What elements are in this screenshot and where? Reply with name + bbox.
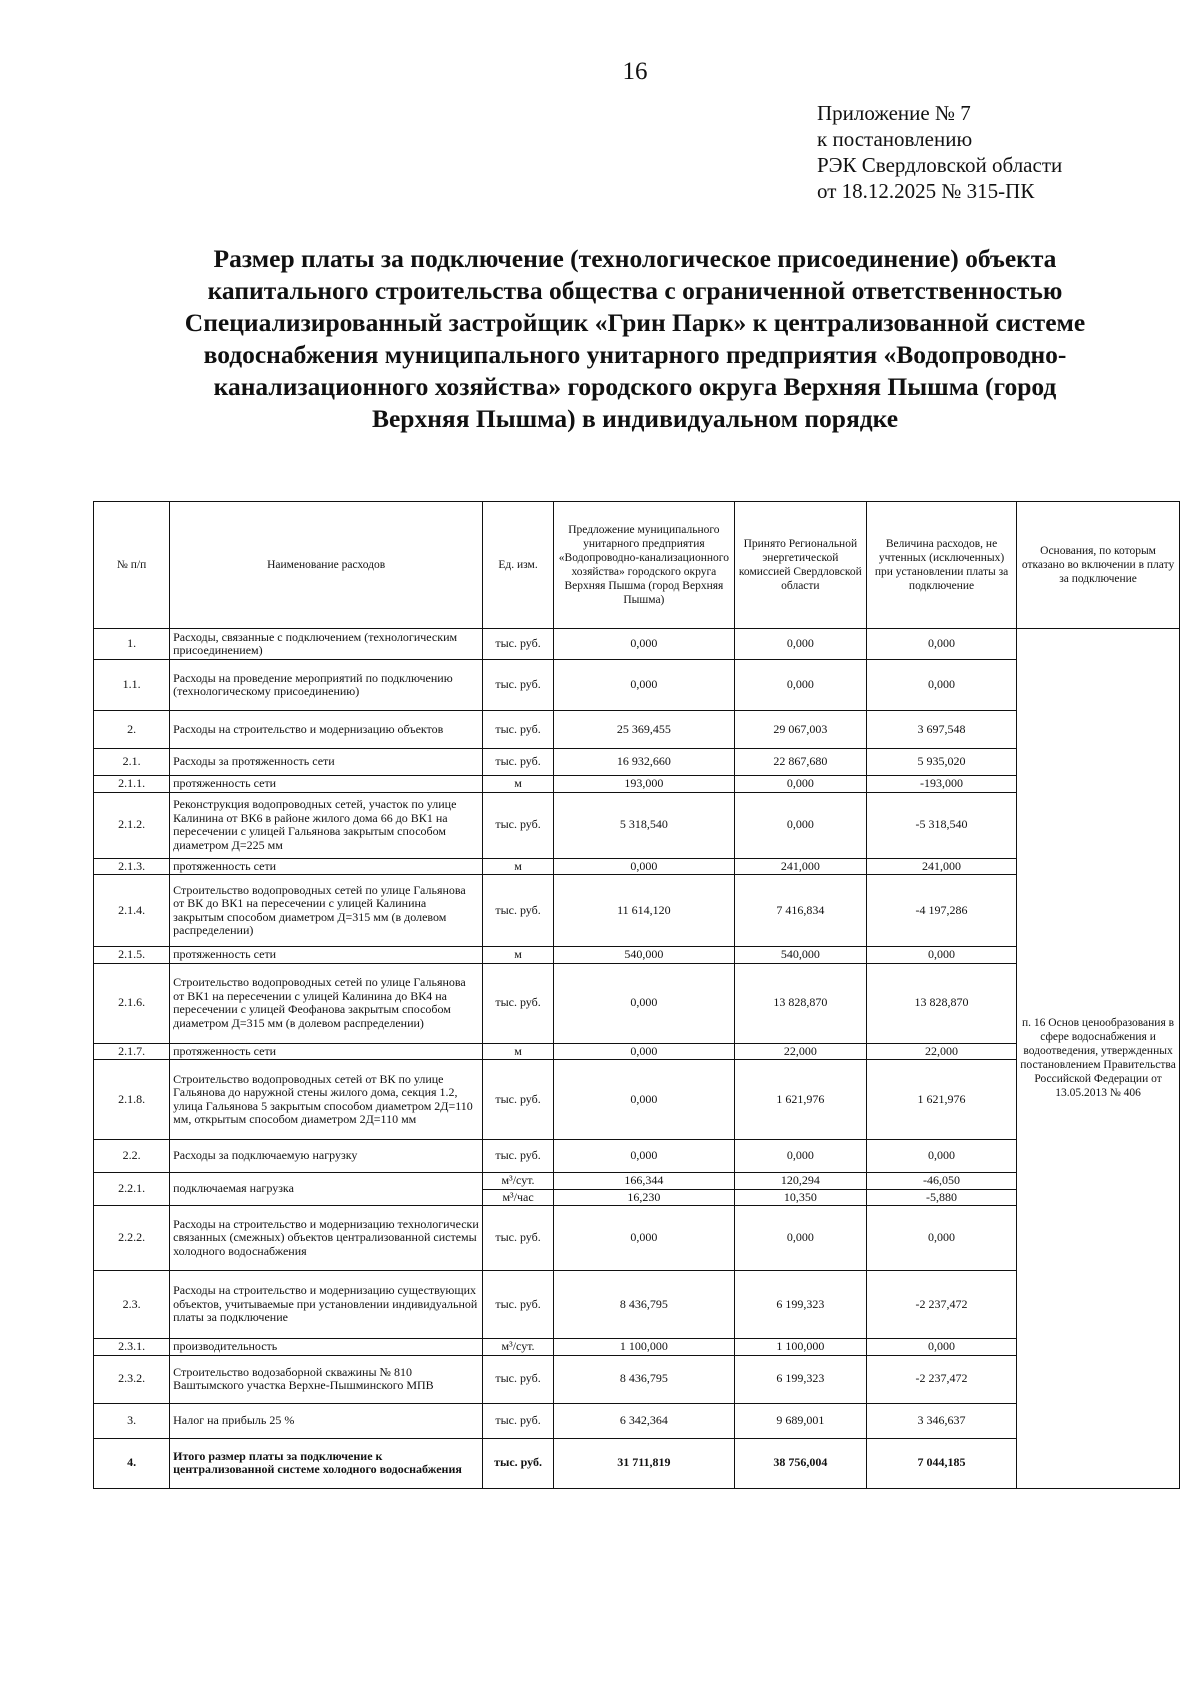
- title-line: канализационного хозяйства» городского округа Верхняя Пышма (город: [213, 372, 1057, 401]
- table-row: [94, 711, 1180, 749]
- row-number: 2.: [94, 711, 170, 749]
- row-excluded-value: 3 697,548: [866, 711, 1016, 749]
- row-accepted-value: 540,000: [734, 947, 866, 964]
- title-line: Верхняя Пышма) в индивидуальном порядке: [371, 404, 899, 433]
- row-unit: м: [483, 947, 554, 964]
- table-row: [94, 660, 1180, 711]
- header-num: № п/п: [94, 502, 170, 629]
- row-excluded-value: 241,000: [866, 858, 1016, 875]
- table-row: [94, 875, 1180, 947]
- row-name: Реконструкция водопроводных сетей, участок по улице Калинина от ВК6 в районе жилого дома 66 до ВК1 на пересечении с улицей Гальянова закрытым способом диаметром Д=225 мм: [170, 792, 483, 858]
- row-name: Расходы на строительство и модернизацию существующих объектов, учитываемые при установлении индивидуальной платы за подключение: [170, 1271, 483, 1339]
- table-row: [94, 1339, 1180, 1356]
- row-name: протяженность сети: [170, 947, 483, 964]
- row-name: подключаемая нагрузка: [170, 1173, 483, 1206]
- row-number: 2.3.: [94, 1271, 170, 1339]
- title-line: Специализированный застройщик «Грин Парк» к централизованной системе: [184, 308, 1086, 337]
- row-unit: тыс. руб.: [483, 792, 554, 858]
- row-excluded-value: 0,000: [866, 1206, 1016, 1271]
- row-proposal-value: 11 614,120: [553, 875, 734, 947]
- row-name: Расходы на строительство и модернизацию технологически связанных (смежных) объектов централизованной системы холодного водоснабжения: [170, 1206, 483, 1271]
- row-accepted-value: 0,000: [734, 1140, 866, 1173]
- row-unit: м: [483, 1043, 554, 1060]
- row-name: протяженность сети: [170, 858, 483, 875]
- row-excluded-value: -4 197,286: [866, 875, 1016, 947]
- row-accepted-value: 0,000: [734, 629, 866, 660]
- header-excluded: Величина расходов, не учтенных (исключенных) при установлении платы за подключение: [866, 502, 1016, 629]
- title-line: Размер платы за подключение (технологическое присоединение) объекта: [213, 244, 1057, 273]
- row-name: производительность: [170, 1339, 483, 1356]
- table-row: [94, 1173, 1180, 1190]
- page-number: 16: [622, 58, 648, 85]
- row-accepted-value: 38 756,004: [734, 1438, 866, 1488]
- row-number: 1.: [94, 629, 170, 660]
- table-row: [94, 1060, 1180, 1140]
- row-unit: м³/сут.: [483, 1339, 554, 1356]
- row-proposal-value: 25 369,455: [553, 711, 734, 749]
- row-proposal-value: 5 318,540: [553, 792, 734, 858]
- table-header-row: [94, 502, 1180, 629]
- row-name: протяженность сети: [170, 1043, 483, 1060]
- table-row: [94, 858, 1180, 875]
- table-row: [94, 1355, 1180, 1403]
- row-name: Расходы на проведение мероприятий по подключению (технологическому присоединению): [170, 660, 483, 711]
- row-number: 2.3.2.: [94, 1355, 170, 1403]
- table-row: [94, 749, 1180, 776]
- row-excluded-value: 0,000: [866, 1339, 1016, 1356]
- row-number: 2.2.2.: [94, 1206, 170, 1271]
- row-accepted-value: 22,000: [734, 1043, 866, 1060]
- row-proposal-value: 0,000: [553, 858, 734, 875]
- document-title: [90, 243, 1180, 435]
- row-proposal-value: 0,000: [553, 1060, 734, 1140]
- row-unit: тыс. руб.: [483, 1271, 554, 1339]
- table-row: [94, 1206, 1180, 1271]
- table-row: [94, 1140, 1180, 1173]
- row-unit: тыс. руб.: [483, 629, 554, 660]
- row-number: 2.1.2.: [94, 792, 170, 858]
- row-unit: тыс. руб.: [483, 1438, 554, 1488]
- row-number: 2.3.1.: [94, 1339, 170, 1356]
- row-accepted-value: 10,350: [734, 1189, 866, 1206]
- row-unit: тыс. руб.: [483, 875, 554, 947]
- header-basis: Основания, по которым отказано во включении в плату за подключение: [1017, 502, 1180, 629]
- row-name: Расходы на строительство и модернизацию объектов: [170, 711, 483, 749]
- row-number: 1.1.: [94, 660, 170, 711]
- row-name: Налог на прибыль 25 %: [170, 1403, 483, 1438]
- header-accepted: Принято Региональной энергетической комиссией Свердловской области: [734, 502, 866, 629]
- row-unit: тыс. руб.: [483, 1403, 554, 1438]
- row-proposal-value: 540,000: [553, 947, 734, 964]
- table-row: [94, 629, 1180, 660]
- row-accepted-value: 241,000: [734, 858, 866, 875]
- table-row: [94, 1403, 1180, 1438]
- row-excluded-value: -193,000: [866, 776, 1016, 793]
- row-proposal-value: 31 711,819: [553, 1438, 734, 1488]
- row-unit: м: [483, 776, 554, 793]
- row-name: Расходы за подключаемую нагрузку: [170, 1140, 483, 1173]
- row-name: Строительство водозаборной скважины № 810 Ваштымского участка Верхне-Пышминского МПВ: [170, 1355, 483, 1403]
- row-name: Строительство водопроводных сетей по улице Гальянова от ВК1 на пересечении с улицей Калинина до ВК4 на пересечении с улицей Феофанова закрытым способом диаметром Д=315 мм (в долевом распределении): [170, 963, 483, 1043]
- row-number: 2.2.: [94, 1140, 170, 1173]
- row-accepted-value: 0,000: [734, 776, 866, 793]
- row-unit: тыс. руб.: [483, 1206, 554, 1271]
- table-row: [94, 776, 1180, 793]
- appendix-line: к постановлению: [817, 127, 973, 151]
- appendix-line: от 18.12.2025 № 315-ПК: [817, 179, 1035, 203]
- header-name: Наименование расходов: [170, 502, 483, 629]
- row-name: Итого размер платы за подключение к централизованной системе холодного водоснабжения: [170, 1438, 483, 1488]
- row-proposal-value: 0,000: [553, 1043, 734, 1060]
- row-unit: м: [483, 858, 554, 875]
- row-proposal-value: 0,000: [553, 629, 734, 660]
- row-proposal-value: 1 100,000: [553, 1339, 734, 1356]
- table-row: [94, 792, 1180, 858]
- table-row: [94, 963, 1180, 1043]
- row-accepted-value: 0,000: [734, 792, 866, 858]
- row-excluded-value: 0,000: [866, 947, 1016, 964]
- table-row: [94, 1271, 1180, 1339]
- row-accepted-value: 0,000: [734, 660, 866, 711]
- row-accepted-value: 9 689,001: [734, 1403, 866, 1438]
- row-unit: тыс. руб.: [483, 1355, 554, 1403]
- fee-table: [93, 501, 1180, 1489]
- appendix-line: Приложение № 7: [817, 101, 971, 125]
- header-unit: Ед. изм.: [483, 502, 554, 629]
- row-proposal-value: 0,000: [553, 963, 734, 1043]
- row-name: Строительство водопроводных сетей по улице Гальянова от ВК до ВК1 на пересечении с улицей Калинина закрытым способом диаметром Д=315 мм (в долевом распределении): [170, 875, 483, 947]
- row-proposal-value: 193,000: [553, 776, 734, 793]
- row-excluded-value: 13 828,870: [866, 963, 1016, 1043]
- row-accepted-value: 6 199,323: [734, 1355, 866, 1403]
- row-proposal-value: 166,344: [553, 1173, 734, 1190]
- row-proposal-value: 0,000: [553, 1206, 734, 1271]
- row-proposal-value: 8 436,795: [553, 1271, 734, 1339]
- row-number: 2.1.3.: [94, 858, 170, 875]
- row-name: Расходы за протяженность сети: [170, 749, 483, 776]
- row-proposal-value: 16 932,660: [553, 749, 734, 776]
- row-name: протяженность сети: [170, 776, 483, 793]
- row-unit: тыс. руб.: [483, 749, 554, 776]
- title-line: водоснабжения муниципального унитарного предприятия «Водопроводно-: [203, 340, 1067, 369]
- table-body: [94, 629, 1180, 1489]
- appendix-block: [817, 100, 1062, 204]
- row-unit: тыс. руб.: [483, 1060, 554, 1140]
- row-proposal-value: 0,000: [553, 660, 734, 711]
- row-unit: тыс. руб.: [483, 660, 554, 711]
- row-excluded-value: 5 935,020: [866, 749, 1016, 776]
- row-accepted-value: 1 100,000: [734, 1339, 866, 1356]
- row-excluded-value: -46,050: [866, 1173, 1016, 1190]
- row-accepted-value: 7 416,834: [734, 875, 866, 947]
- row-excluded-value: -2 237,472: [866, 1355, 1016, 1403]
- basis-cell: п. 16 Основ ценообразования в сфере водоснабжения и водоотведения, утвержденных постановлением Правительства Российской Федерации от 13.05.2013 № 406: [1017, 629, 1180, 1489]
- row-number: 3.: [94, 1403, 170, 1438]
- row-proposal-value: 6 342,364: [553, 1403, 734, 1438]
- row-accepted-value: 22 867,680: [734, 749, 866, 776]
- row-proposal-value: 0,000: [553, 1140, 734, 1173]
- row-excluded-value: 0,000: [866, 1140, 1016, 1173]
- row-proposal-value: 8 436,795: [553, 1355, 734, 1403]
- row-excluded-value: -5,880: [866, 1189, 1016, 1206]
- row-unit: м³/сут.: [483, 1173, 554, 1190]
- header-proposal: Предложение муниципального унитарного предприятия «Водопроводно-канализационного хозяйства» городского округа Верхняя Пышма (город Верхняя Пышма): [553, 502, 734, 629]
- row-excluded-value: 3 346,637: [866, 1403, 1016, 1438]
- table-row: [94, 1043, 1180, 1060]
- title-line: капитального строительства общества с ограниченной ответственностью: [207, 276, 1063, 305]
- table-row: [94, 947, 1180, 964]
- row-unit: тыс. руб.: [483, 711, 554, 749]
- row-excluded-value: 0,000: [866, 629, 1016, 660]
- row-excluded-value: -5 318,540: [866, 792, 1016, 858]
- row-number: 2.1.4.: [94, 875, 170, 947]
- row-unit: тыс. руб.: [483, 1140, 554, 1173]
- row-number: 4.: [94, 1438, 170, 1488]
- row-number: 2.1.1.: [94, 776, 170, 793]
- row-name: Строительство водопроводных сетей от ВК по улице Гальянова до наружной стены жилого дома, секция 1.2, улица Гальянова 5 закрытым способом диаметром 2Д=110 мм, открытым способом диаметром 2Д=110 мм: [170, 1060, 483, 1140]
- row-excluded-value: 1 621,976: [866, 1060, 1016, 1140]
- row-accepted-value: 13 828,870: [734, 963, 866, 1043]
- row-accepted-value: 120,294: [734, 1173, 866, 1190]
- row-excluded-value: 7 044,185: [866, 1438, 1016, 1488]
- row-number: 2.1.: [94, 749, 170, 776]
- row-accepted-value: 0,000: [734, 1206, 866, 1271]
- row-accepted-value: 6 199,323: [734, 1271, 866, 1339]
- table-total-row: [94, 1438, 1180, 1488]
- row-accepted-value: 29 067,003: [734, 711, 866, 749]
- row-number: 2.1.7.: [94, 1043, 170, 1060]
- row-excluded-value: 0,000: [866, 660, 1016, 711]
- row-name: Расходы, связанные с подключением (технологическим присоединением): [170, 629, 483, 660]
- row-excluded-value: -2 237,472: [866, 1271, 1016, 1339]
- row-number: 2.1.5.: [94, 947, 170, 964]
- row-number: 2.2.1.: [94, 1173, 170, 1206]
- row-number: 2.1.6.: [94, 963, 170, 1043]
- row-excluded-value: 22,000: [866, 1043, 1016, 1060]
- row-accepted-value: 1 621,976: [734, 1060, 866, 1140]
- row-proposal-value: 16,230: [553, 1189, 734, 1206]
- row-number: 2.1.8.: [94, 1060, 170, 1140]
- appendix-line: РЭК Свердловской области: [817, 153, 1063, 177]
- row-unit: м³/час: [483, 1189, 554, 1206]
- row-unit: тыс. руб.: [483, 963, 554, 1043]
